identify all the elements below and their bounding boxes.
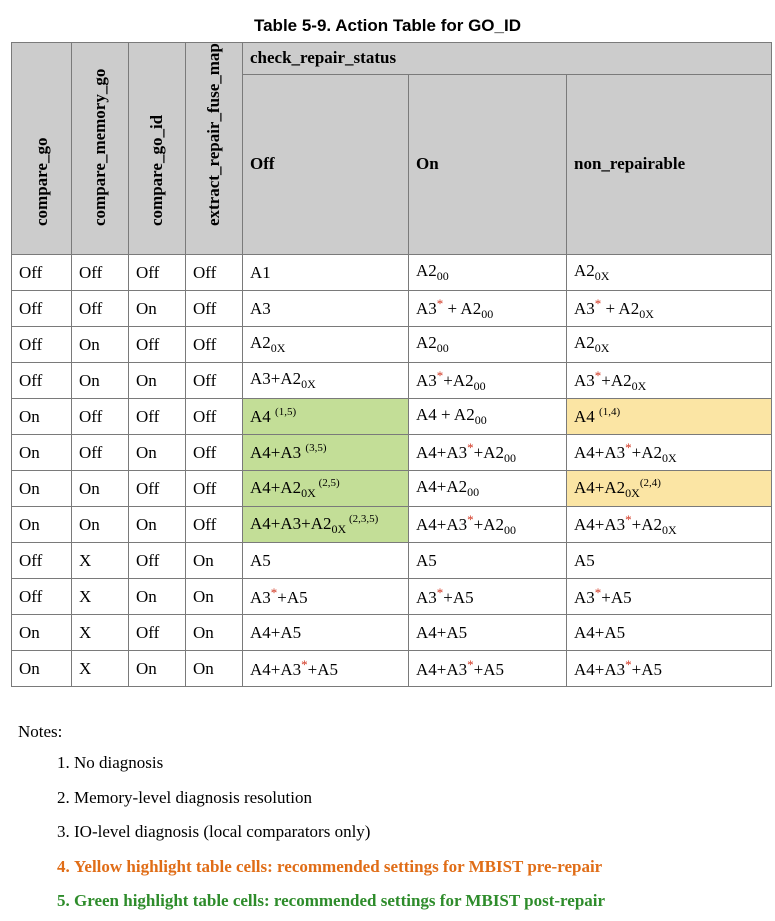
condition-cell: On — [72, 363, 129, 399]
condition-cell: Off — [12, 543, 72, 579]
condition-cell: Off — [12, 291, 72, 327]
condition-cell: On — [186, 651, 243, 687]
condition-cell: On — [12, 615, 72, 651]
notes-heading: Notes: — [18, 722, 63, 741]
action-subscript: 00 — [504, 450, 517, 465]
condition-cell: Off — [186, 399, 243, 435]
header-compare-memory-go: compare_memory_go — [72, 43, 129, 255]
note-reference: (1,4) — [599, 406, 621, 418]
action-text: A1 — [250, 262, 271, 282]
action-text: A2 — [416, 261, 437, 280]
note-reference: (2,4) — [639, 476, 661, 489]
action-text: A4+A5 — [416, 622, 468, 642]
action-text: A4+A5 — [250, 622, 302, 642]
action-cell — [243, 471, 409, 507]
condition-cell: On — [129, 435, 186, 471]
action-prefix: A4+A3 — [574, 660, 626, 679]
condition-cell: On — [12, 399, 72, 435]
condition-cell: X — [72, 543, 129, 579]
action-subscript: 00 — [436, 341, 449, 355]
condition-cell: Off — [186, 507, 243, 543]
header-compare-go: compare_go — [12, 43, 72, 255]
action-text: +A5 — [601, 588, 632, 607]
action-text: A4+A3+A2 — [250, 513, 332, 533]
action-prefix: A4+A3 — [574, 514, 626, 534]
action-text: A4+A3 — [250, 443, 306, 462]
header-compare-go-id: compare_go_id — [129, 43, 186, 255]
condition-cell: Off — [12, 363, 72, 399]
action-cell — [567, 327, 772, 363]
action-cell — [243, 399, 409, 435]
action-text: A2 — [416, 333, 437, 352]
condition-cell: On — [186, 579, 243, 615]
action-text: +A2 — [443, 370, 474, 390]
header-status-on: On — [409, 74, 567, 254]
action-prefix: A3 — [574, 298, 595, 318]
condition-cell: Off — [12, 327, 72, 363]
action-subscript: 0X — [270, 341, 286, 355]
action-subscript: 0X — [625, 485, 640, 500]
action-subscript: 0X — [631, 378, 647, 393]
action-text: A3+A2 — [250, 369, 302, 388]
action-prefix: A3 — [416, 298, 437, 318]
action-text: A5 — [416, 550, 437, 570]
condition-cell: On — [129, 291, 186, 327]
asterisk-mark: * — [625, 511, 632, 527]
action-text: +A5 — [277, 588, 308, 607]
notes-list — [22, 746, 774, 919]
action-text: A3 — [250, 298, 271, 318]
condition-cell: X — [72, 579, 129, 615]
table-row — [12, 435, 772, 471]
condition-cell: Off — [129, 543, 186, 579]
note-reference: (2,5) — [315, 476, 340, 489]
asterisk-mark: * — [270, 585, 278, 600]
action-subscript: 0X — [662, 522, 677, 537]
action-cell — [567, 291, 772, 327]
action-cell — [243, 651, 409, 687]
action-text: +A2 — [631, 514, 663, 534]
action-text: A4 + A2 — [416, 405, 475, 424]
action-cell — [243, 291, 409, 327]
condition-cell: Off — [72, 435, 129, 471]
action-text: +A5 — [631, 660, 663, 679]
action-cell — [567, 399, 772, 435]
action-prefix: A4+A3 — [416, 442, 468, 462]
condition-cell: Off — [129, 255, 186, 291]
table-row — [12, 327, 772, 363]
condition-cell: On — [72, 471, 129, 507]
action-subscript: 00 — [436, 269, 449, 283]
action-cell — [567, 543, 772, 579]
action-cell — [409, 471, 567, 507]
action-subscript: 00 — [504, 522, 517, 537]
condition-cell: Off — [72, 399, 129, 435]
action-subscript: 0X — [301, 377, 316, 391]
action-prefix: A4+A3 — [416, 660, 468, 679]
header-status-non-repairable: non_repairable — [567, 74, 772, 254]
action-subscript: 00 — [473, 378, 486, 393]
action-cell — [567, 615, 772, 651]
asterisk-mark: * — [436, 295, 444, 311]
action-text: + A2 — [601, 298, 640, 318]
condition-cell: Off — [129, 399, 186, 435]
condition-cell: Off — [129, 327, 186, 363]
condition-cell: Off — [12, 579, 72, 615]
action-subscript: 0X — [639, 306, 654, 321]
action-cell — [409, 651, 567, 687]
condition-cell: On — [12, 507, 72, 543]
table-body — [12, 255, 772, 687]
action-cell — [409, 579, 567, 615]
action-prefix: A4+A3 — [250, 660, 302, 679]
action-cell — [409, 615, 567, 651]
action-text: A4+A2 — [574, 477, 626, 497]
action-cell — [409, 291, 567, 327]
action-subscript: 00 — [474, 413, 487, 427]
condition-cell: On — [129, 363, 186, 399]
asterisk-mark: * — [594, 585, 602, 600]
condition-cell: On — [129, 579, 186, 615]
note-item: 4. Yellow highlight table cells: recommended settings for MBIST pre-repair — [74, 850, 774, 885]
action-subscript: 0X — [594, 269, 610, 283]
condition-cell: Off — [129, 615, 186, 651]
asterisk-mark: * — [467, 511, 474, 527]
action-text: A2 — [574, 261, 595, 280]
condition-cell: X — [72, 615, 129, 651]
condition-cell: On — [12, 651, 72, 687]
note-item: 5. Green highlight table cells: recommended settings for MBIST post-repair — [74, 884, 774, 919]
table-row — [12, 399, 772, 435]
header-extract-repair-fuse-map: extract_repair_fuse_map — [186, 43, 243, 255]
action-text: + A2 — [443, 298, 482, 318]
note-reference: (2,3,5) — [346, 512, 379, 525]
asterisk-mark: * — [625, 439, 632, 455]
action-text: A4+A2 — [416, 477, 468, 496]
condition-cell: On — [12, 435, 72, 471]
action-cell — [243, 579, 409, 615]
action-prefix: A3 — [250, 588, 271, 607]
action-cell — [243, 543, 409, 579]
condition-cell: Off — [186, 363, 243, 399]
condition-cell: On — [12, 471, 72, 507]
condition-cell: X — [72, 651, 129, 687]
action-prefix: A3 — [574, 588, 595, 607]
action-table — [11, 42, 772, 687]
condition-cell: Off — [186, 255, 243, 291]
action-subscript: 00 — [467, 485, 480, 499]
asterisk-mark: * — [625, 657, 632, 672]
note-reference: (3,5) — [305, 442, 327, 454]
action-text: A2 — [574, 333, 595, 352]
table-row — [12, 471, 772, 507]
asterisk-mark: * — [467, 657, 474, 672]
header-check-repair-status: check_repair_status — [243, 43, 772, 75]
table-row — [12, 579, 772, 615]
action-text: A4+A5 — [574, 622, 626, 642]
condition-cell: Off — [129, 471, 186, 507]
action-text: +A2 — [473, 442, 505, 462]
action-prefix: A4+A3 — [574, 442, 626, 462]
condition-cell: Off — [72, 291, 129, 327]
action-text: +A2 — [631, 442, 663, 462]
action-text: +A5 — [443, 588, 474, 607]
action-text: A5 — [574, 550, 595, 570]
note-item: 3. IO-level diagnosis (local comparators only) — [74, 815, 774, 850]
action-cell — [567, 363, 772, 399]
table-row — [12, 507, 772, 543]
condition-cell: On — [72, 327, 129, 363]
action-prefix: A3 — [416, 370, 437, 390]
action-subscript: 00 — [481, 306, 494, 321]
condition-cell: On — [72, 507, 129, 543]
condition-cell: On — [129, 507, 186, 543]
table-row — [12, 255, 772, 291]
action-cell — [409, 435, 567, 471]
action-text: A4+A2 — [250, 477, 302, 497]
note-item: 1. No diagnosis — [74, 746, 774, 781]
asterisk-mark: * — [436, 585, 444, 600]
action-prefix: A4+A3 — [416, 514, 468, 534]
condition-cell: On — [186, 543, 243, 579]
table-row — [12, 615, 772, 651]
asterisk-mark: * — [301, 657, 308, 672]
action-cell — [567, 507, 772, 543]
action-cell — [567, 471, 772, 507]
action-subscript: 0X — [594, 341, 610, 355]
table-row — [12, 651, 772, 687]
table-title: Table 5-9. Action Table for GO_ID — [253, 16, 521, 35]
condition-cell: On — [129, 651, 186, 687]
note-item: 2. Memory-level diagnosis resolution — [74, 781, 774, 816]
action-text: +A5 — [307, 660, 339, 679]
action-prefix: A3 — [416, 588, 437, 607]
action-subscript: 0X — [331, 521, 347, 536]
condition-cell: Off — [12, 255, 72, 291]
action-text: A4 — [574, 407, 600, 426]
action-text: +A2 — [473, 514, 505, 534]
condition-cell: Off — [72, 255, 129, 291]
action-text: +A2 — [601, 370, 632, 390]
action-cell — [243, 615, 409, 651]
condition-cell: Off — [186, 471, 243, 507]
action-cell — [409, 543, 567, 579]
action-subscript: 0X — [301, 485, 316, 500]
table-row — [12, 291, 772, 327]
action-cell — [243, 435, 409, 471]
action-text: +A5 — [473, 660, 505, 679]
condition-cell: On — [186, 615, 243, 651]
asterisk-mark: * — [594, 295, 602, 311]
action-cell — [409, 363, 567, 399]
action-cell — [409, 327, 567, 363]
action-cell — [243, 255, 409, 291]
table-row — [12, 543, 772, 579]
asterisk-mark: * — [467, 439, 474, 455]
action-cell — [243, 507, 409, 543]
header-status-off: Off — [243, 74, 409, 254]
asterisk-mark: * — [594, 367, 602, 383]
action-text: A4 — [250, 407, 276, 426]
action-text: A2 — [250, 333, 271, 352]
condition-cell: Off — [186, 327, 243, 363]
action-cell — [409, 255, 567, 291]
action-cell — [243, 363, 409, 399]
action-cell — [243, 327, 409, 363]
action-cell — [567, 651, 772, 687]
note-reference: (1,5) — [275, 406, 297, 418]
condition-cell: Off — [186, 435, 243, 471]
action-cell — [409, 399, 567, 435]
condition-cell: Off — [186, 291, 243, 327]
action-cell — [409, 507, 567, 543]
action-cell — [567, 255, 772, 291]
action-cell — [567, 435, 772, 471]
action-subscript: 0X — [662, 450, 677, 465]
action-prefix: A3 — [574, 370, 595, 390]
table-row — [12, 363, 772, 399]
asterisk-mark: * — [436, 367, 444, 383]
action-cell — [567, 579, 772, 615]
action-text: A5 — [250, 550, 271, 570]
